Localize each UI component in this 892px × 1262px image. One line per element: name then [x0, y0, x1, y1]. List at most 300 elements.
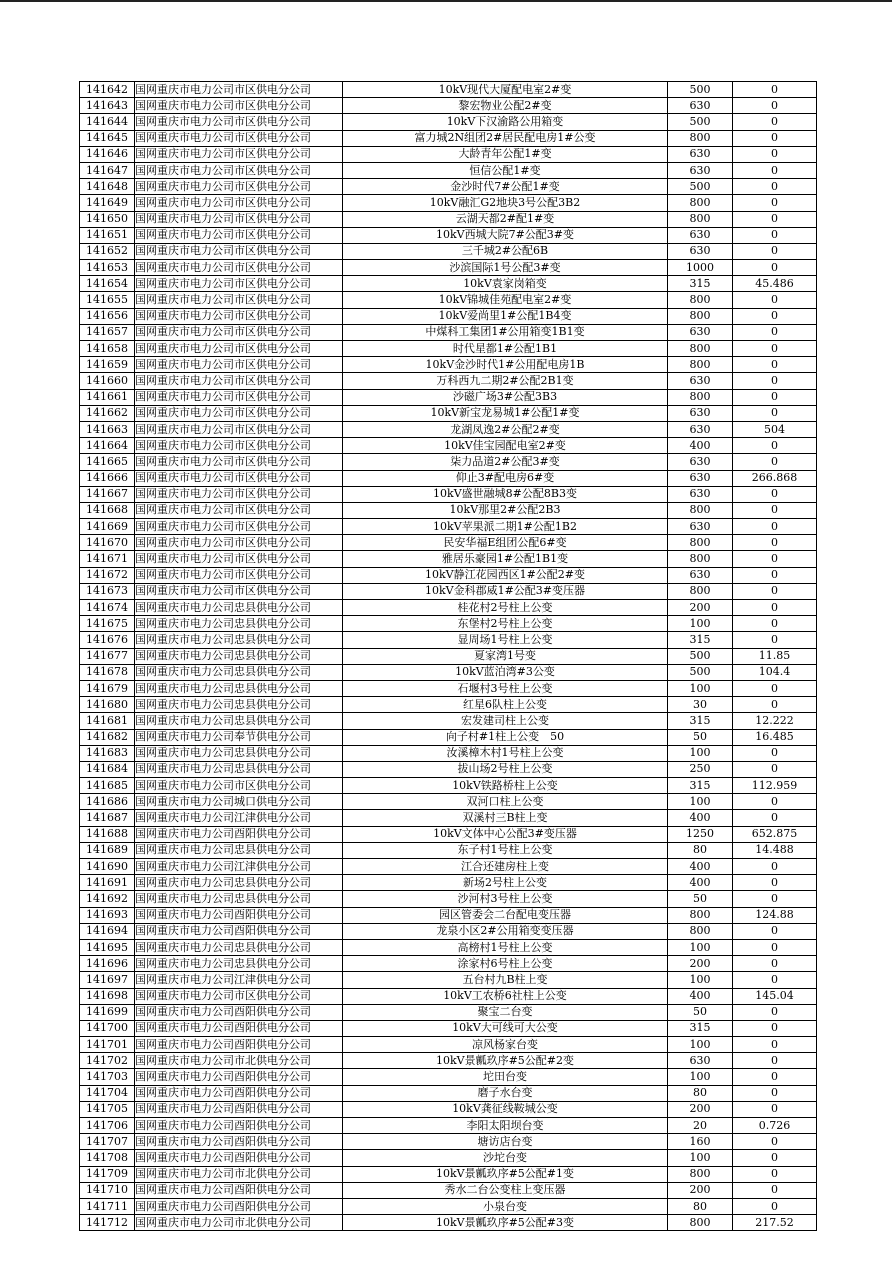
transformer-name-cell: 10kV工农桥6社柱上公变	[343, 988, 668, 1004]
capacity-cell: 100	[668, 1037, 733, 1053]
transformer-name-cell: 江合还建房柱上变	[343, 859, 668, 875]
row-id-cell: 141710	[80, 1182, 135, 1198]
row-id-cell: 141712	[80, 1215, 135, 1231]
transformer-name-cell: 沙滨国际1号公配3#变	[343, 260, 668, 276]
capacity-cell: 100	[668, 680, 733, 696]
value-cell: 12.222	[733, 713, 817, 729]
row-id-cell: 141705	[80, 1101, 135, 1117]
capacity-cell: 100	[668, 972, 733, 988]
capacity-cell: 80	[668, 842, 733, 858]
row-id-cell: 141689	[80, 842, 135, 858]
company-cell: 国网重庆市电力公司市区供电分公司	[135, 292, 343, 308]
transformer-name-cell: 10kV盛世融城8#公配8B3变	[343, 486, 668, 502]
row-id-cell: 141649	[80, 195, 135, 211]
table-row	[80, 761, 817, 777]
row-id-cell: 141696	[80, 956, 135, 972]
value-cell: 104.4	[733, 664, 817, 680]
capacity-cell: 630	[668, 486, 733, 502]
table-row	[80, 260, 817, 276]
table-row	[80, 421, 817, 437]
value-cell: 0	[733, 1182, 817, 1198]
capacity-cell: 630	[668, 146, 733, 162]
value-cell: 0	[733, 1020, 817, 1036]
value-cell: 0	[733, 632, 817, 648]
table-row	[80, 308, 817, 324]
capacity-cell: 800	[668, 1166, 733, 1182]
company-cell: 国网重庆市电力公司市区供电分公司	[135, 470, 343, 486]
transformer-name-cell: 园区管委会二台配电变压器	[343, 907, 668, 923]
transformer-table	[79, 81, 817, 1231]
row-id-cell: 141673	[80, 583, 135, 599]
capacity-cell: 200	[668, 1101, 733, 1117]
capacity-cell: 200	[668, 600, 733, 616]
capacity-cell: 630	[668, 162, 733, 178]
row-id-cell: 141693	[80, 907, 135, 923]
row-id-cell: 141687	[80, 810, 135, 826]
transformer-name-cell: 10kV佳宝园配电室2#变	[343, 438, 668, 454]
row-id-cell: 141695	[80, 939, 135, 955]
value-cell: 0	[733, 761, 817, 777]
table-row	[80, 114, 817, 130]
capacity-cell: 500	[668, 664, 733, 680]
value-cell: 0	[733, 324, 817, 340]
row-id-cell: 141658	[80, 341, 135, 357]
company-cell: 国网重庆市电力公司酉阳供电分公司	[135, 1198, 343, 1214]
row-id-cell: 141659	[80, 357, 135, 373]
value-cell: 0	[733, 956, 817, 972]
value-cell: 0	[733, 535, 817, 551]
value-cell: 0	[733, 1085, 817, 1101]
value-cell: 0	[733, 438, 817, 454]
row-id-cell: 141701	[80, 1037, 135, 1053]
table-row	[80, 1037, 817, 1053]
row-id-cell: 141654	[80, 276, 135, 292]
capacity-cell: 800	[668, 502, 733, 518]
value-cell: 0	[733, 260, 817, 276]
value-cell: 0	[733, 146, 817, 162]
row-id-cell: 141681	[80, 713, 135, 729]
company-cell: 国网重庆市电力公司市区供电分公司	[135, 324, 343, 340]
capacity-cell: 400	[668, 438, 733, 454]
company-cell: 国网重庆市电力公司市区供电分公司	[135, 179, 343, 195]
company-cell: 国网重庆市电力公司市区供电分公司	[135, 551, 343, 567]
capacity-cell: 315	[668, 632, 733, 648]
capacity-cell: 630	[668, 373, 733, 389]
capacity-cell: 630	[668, 470, 733, 486]
company-cell: 国网重庆市电力公司江津供电分公司	[135, 972, 343, 988]
company-cell: 国网重庆市电力公司市区供电分公司	[135, 519, 343, 535]
company-cell: 国网重庆市电力公司市区供电分公司	[135, 535, 343, 551]
company-cell: 国网重庆市电力公司忠县供电分公司	[135, 632, 343, 648]
capacity-cell: 630	[668, 98, 733, 114]
transformer-name-cell: 10kV龚征线鞍城公变	[343, 1101, 668, 1117]
value-cell: 11.85	[733, 648, 817, 664]
transformer-name-cell: 石堰村3号柱上公变	[343, 680, 668, 696]
company-cell: 国网重庆市电力公司市区供电分公司	[135, 373, 343, 389]
company-cell: 国网重庆市电力公司市区供电分公司	[135, 276, 343, 292]
capacity-cell: 630	[668, 567, 733, 583]
company-cell: 国网重庆市电力公司市区供电分公司	[135, 778, 343, 794]
row-id-cell: 141698	[80, 988, 135, 1004]
table-row	[80, 648, 817, 664]
transformer-name-cell: 双河口柱上公变	[343, 794, 668, 810]
table-row	[80, 664, 817, 680]
table-row	[80, 1069, 817, 1085]
capacity-cell: 800	[668, 923, 733, 939]
capacity-cell: 50	[668, 729, 733, 745]
row-id-cell: 141671	[80, 551, 135, 567]
capacity-cell: 80	[668, 1085, 733, 1101]
transformer-name-cell: 10kV景瓤玖序#5公配#1变	[343, 1166, 668, 1182]
table-row	[80, 842, 817, 858]
value-cell: 0	[733, 195, 817, 211]
company-cell: 国网重庆市电力公司奉节供电分公司	[135, 729, 343, 745]
company-cell: 国网重庆市电力公司忠县供电分公司	[135, 745, 343, 761]
company-cell: 国网重庆市电力公司市区供电分公司	[135, 583, 343, 599]
transformer-name-cell: 秀水二台公变柱上变压器	[343, 1182, 668, 1198]
company-cell: 国网重庆市电力公司市区供电分公司	[135, 162, 343, 178]
value-cell: 0	[733, 1101, 817, 1117]
table-row	[80, 1182, 817, 1198]
table-row	[80, 227, 817, 243]
value-cell: 0	[733, 227, 817, 243]
row-id-cell: 141694	[80, 923, 135, 939]
capacity-cell: 630	[668, 421, 733, 437]
value-cell: 0	[733, 486, 817, 502]
table-row	[80, 486, 817, 502]
row-id-cell: 141708	[80, 1150, 135, 1166]
table-row	[80, 907, 817, 923]
transformer-name-cell: 磨子水台变	[343, 1085, 668, 1101]
table-row	[80, 130, 817, 146]
row-id-cell: 141699	[80, 1004, 135, 1020]
capacity-cell: 400	[668, 875, 733, 891]
row-id-cell: 141642	[80, 82, 135, 98]
transformer-name-cell: 中煤科工集团1#公用箱变1B1变	[343, 324, 668, 340]
company-cell: 国网重庆市电力公司酉阳供电分公司	[135, 907, 343, 923]
transformer-name-cell: 10kV文体中心公配3#变压器	[343, 826, 668, 842]
value-cell: 0	[733, 1053, 817, 1069]
row-id-cell: 141691	[80, 875, 135, 891]
capacity-cell: 500	[668, 648, 733, 664]
company-cell: 国网重庆市电力公司忠县供电分公司	[135, 600, 343, 616]
value-cell: 0.726	[733, 1118, 817, 1134]
company-cell: 国网重庆市电力公司市区供电分公司	[135, 405, 343, 421]
company-cell: 国网重庆市电力公司忠县供电分公司	[135, 761, 343, 777]
table-row	[80, 438, 817, 454]
transformer-name-cell: 10kV金沙时代1#公用配电房1B	[343, 357, 668, 373]
transformer-name-cell: 时代星都1#公配1B1	[343, 341, 668, 357]
capacity-cell: 800	[668, 341, 733, 357]
transformer-name-cell: 10kV爱尚里1#公配1B4变	[343, 308, 668, 324]
transformer-name-cell: 涂家村6号柱上公变	[343, 956, 668, 972]
value-cell: 0	[733, 616, 817, 632]
table-row	[80, 502, 817, 518]
row-id-cell: 141697	[80, 972, 135, 988]
row-id-cell: 141677	[80, 648, 135, 664]
table-row	[80, 616, 817, 632]
company-cell: 国网重庆市电力公司忠县供电分公司	[135, 648, 343, 664]
capacity-cell: 80	[668, 1198, 733, 1214]
table-row	[80, 972, 817, 988]
table-row	[80, 82, 817, 98]
transformer-name-cell: 10kV新宝龙易城1#公配1#变	[343, 405, 668, 421]
row-id-cell: 141690	[80, 859, 135, 875]
capacity-cell: 630	[668, 243, 733, 259]
row-id-cell: 141669	[80, 519, 135, 535]
row-id-cell: 141683	[80, 745, 135, 761]
company-cell: 国网重庆市电力公司江津供电分公司	[135, 859, 343, 875]
row-id-cell: 141667	[80, 486, 135, 502]
row-id-cell: 141643	[80, 98, 135, 114]
table-row	[80, 162, 817, 178]
transformer-name-cell: 小泉台变	[343, 1198, 668, 1214]
table-row	[80, 729, 817, 745]
row-id-cell: 141686	[80, 794, 135, 810]
capacity-cell: 630	[668, 454, 733, 470]
company-cell: 国网重庆市电力公司忠县供电分公司	[135, 956, 343, 972]
transformer-name-cell: 三千城2#公配6B	[343, 243, 668, 259]
table-row	[80, 292, 817, 308]
row-id-cell: 141650	[80, 211, 135, 227]
value-cell: 0	[733, 211, 817, 227]
transformer-name-cell: 10kV大可线可大公变	[343, 1020, 668, 1036]
capacity-cell: 315	[668, 276, 733, 292]
company-cell: 国网重庆市电力公司酉阳供电分公司	[135, 1085, 343, 1101]
company-cell: 国网重庆市电力公司酉阳供电分公司	[135, 1182, 343, 1198]
company-cell: 国网重庆市电力公司江津供电分公司	[135, 810, 343, 826]
transformer-name-cell: 双溪村三B柱上变	[343, 810, 668, 826]
company-cell: 国网重庆市电力公司忠县供电分公司	[135, 680, 343, 696]
transformer-name-cell: 桂花村2号柱上公变	[343, 600, 668, 616]
table-row	[80, 583, 817, 599]
company-cell: 国网重庆市电力公司酉阳供电分公司	[135, 1118, 343, 1134]
table-row	[80, 243, 817, 259]
row-id-cell: 141656	[80, 308, 135, 324]
row-id-cell: 141679	[80, 680, 135, 696]
company-cell: 国网重庆市电力公司酉阳供电分公司	[135, 923, 343, 939]
company-cell: 国网重庆市电力公司酉阳供电分公司	[135, 1150, 343, 1166]
table-row	[80, 389, 817, 405]
value-cell: 0	[733, 972, 817, 988]
row-id-cell: 141663	[80, 421, 135, 437]
table-row	[80, 211, 817, 227]
company-cell: 国网重庆市电力公司忠县供电分公司	[135, 842, 343, 858]
company-cell: 国网重庆市电力公司忠县供电分公司	[135, 664, 343, 680]
table-row	[80, 470, 817, 486]
value-cell: 0	[733, 1069, 817, 1085]
value-cell: 0	[733, 891, 817, 907]
transformer-name-cell: 云湖天都2#配1#变	[343, 211, 668, 227]
table-row	[80, 778, 817, 794]
company-cell: 国网重庆市电力公司市区供电分公司	[135, 341, 343, 357]
value-cell: 0	[733, 373, 817, 389]
row-id-cell: 141647	[80, 162, 135, 178]
row-id-cell: 141678	[80, 664, 135, 680]
row-id-cell: 141702	[80, 1053, 135, 1069]
table-row	[80, 794, 817, 810]
transformer-name-cell: 显周场1号柱上公变	[343, 632, 668, 648]
capacity-cell: 800	[668, 211, 733, 227]
transformer-name-cell: 10kV融汇G2地块3号公配3B2	[343, 195, 668, 211]
value-cell: 0	[733, 600, 817, 616]
capacity-cell: 315	[668, 778, 733, 794]
table-row	[80, 988, 817, 1004]
company-cell: 国网重庆市电力公司市区供电分公司	[135, 421, 343, 437]
capacity-cell: 160	[668, 1134, 733, 1150]
table-row	[80, 519, 817, 535]
transformer-name-cell: 10kV苹果派二期1#公配1B2	[343, 519, 668, 535]
value-cell: 16.485	[733, 729, 817, 745]
table-body	[80, 82, 817, 1231]
table-row	[80, 535, 817, 551]
capacity-cell: 50	[668, 1004, 733, 1020]
transformer-name-cell: 新场2号柱上公变	[343, 875, 668, 891]
value-cell: 0	[733, 551, 817, 567]
capacity-cell: 630	[668, 405, 733, 421]
table-row	[80, 1053, 817, 1069]
company-cell: 国网重庆市电力公司酉阳供电分公司	[135, 1004, 343, 1020]
table-row	[80, 1085, 817, 1101]
company-cell: 国网重庆市电力公司市区供电分公司	[135, 486, 343, 502]
company-cell: 国网重庆市电力公司市区供电分公司	[135, 988, 343, 1004]
capacity-cell: 800	[668, 357, 733, 373]
company-cell: 国网重庆市电力公司酉阳供电分公司	[135, 1037, 343, 1053]
transformer-name-cell: 东子村1号柱上公变	[343, 842, 668, 858]
company-cell: 国网重庆市电力公司市区供电分公司	[135, 227, 343, 243]
capacity-cell: 630	[668, 324, 733, 340]
transformer-name-cell: 东堡村2号柱上公变	[343, 616, 668, 632]
value-cell: 0	[733, 567, 817, 583]
capacity-cell: 200	[668, 1182, 733, 1198]
value-cell: 0	[733, 810, 817, 826]
row-id-cell: 141653	[80, 260, 135, 276]
transformer-name-cell: 富力城2N组团2#居民配电房1#公变	[343, 130, 668, 146]
capacity-cell: 800	[668, 1215, 733, 1231]
transformer-name-cell: 10kV蓝泊湾#3公变	[343, 664, 668, 680]
transformer-name-cell: 10kV锦城佳苑配电室2#变	[343, 292, 668, 308]
capacity-cell: 800	[668, 130, 733, 146]
value-cell: 14.488	[733, 842, 817, 858]
capacity-cell: 100	[668, 745, 733, 761]
row-id-cell: 141684	[80, 761, 135, 777]
table-row	[80, 1004, 817, 1020]
transformer-name-cell: 夏家湾1号变	[343, 648, 668, 664]
transformer-name-cell: 柒力品道2#公配3#变	[343, 454, 668, 470]
transformer-name-cell: 红星6队柱上公变	[343, 697, 668, 713]
company-cell: 国网重庆市电力公司市北供电分公司	[135, 1215, 343, 1231]
transformer-name-cell: 汝溪樟木村1号柱上公变	[343, 745, 668, 761]
transformer-name-cell: 五台村九B柱上变	[343, 972, 668, 988]
value-cell: 0	[733, 179, 817, 195]
company-cell: 国网重庆市电力公司忠县供电分公司	[135, 939, 343, 955]
capacity-cell: 500	[668, 82, 733, 98]
row-id-cell: 141692	[80, 891, 135, 907]
transformer-name-cell: 坨田台变	[343, 1069, 668, 1085]
transformer-name-cell: 10kV那里2#公配2B3	[343, 502, 668, 518]
table-row	[80, 1150, 817, 1166]
company-cell: 国网重庆市电力公司市区供电分公司	[135, 260, 343, 276]
table-row	[80, 1118, 817, 1134]
transformer-name-cell: 龙泉小区2#公用箱变变压器	[343, 923, 668, 939]
table-row	[80, 98, 817, 114]
transformer-name-cell: 10kV静江花园西区1#公配2#变	[343, 567, 668, 583]
company-cell: 国网重庆市电力公司市区供电分公司	[135, 502, 343, 518]
company-cell: 国网重庆市电力公司市区供电分公司	[135, 454, 343, 470]
value-cell: 0	[733, 875, 817, 891]
row-id-cell: 141675	[80, 616, 135, 632]
capacity-cell: 100	[668, 939, 733, 955]
value-cell: 0	[733, 98, 817, 114]
value-cell: 45.486	[733, 276, 817, 292]
value-cell: 124.88	[733, 907, 817, 923]
capacity-cell: 500	[668, 179, 733, 195]
transformer-name-cell: 高榜村1号柱上公变	[343, 939, 668, 955]
value-cell: 0	[733, 357, 817, 373]
row-id-cell: 141652	[80, 243, 135, 259]
capacity-cell: 315	[668, 1020, 733, 1036]
value-cell: 0	[733, 697, 817, 713]
row-id-cell: 141703	[80, 1069, 135, 1085]
transformer-name-cell: 民安华福E组团公配6#变	[343, 535, 668, 551]
value-cell: 0	[733, 405, 817, 421]
row-id-cell: 141668	[80, 502, 135, 518]
company-cell: 国网重庆市电力公司城口供电分公司	[135, 794, 343, 810]
value-cell: 0	[733, 502, 817, 518]
row-id-cell: 141655	[80, 292, 135, 308]
transformer-name-cell: 聚宝二台变	[343, 1004, 668, 1020]
table-row	[80, 826, 817, 842]
row-id-cell: 141670	[80, 535, 135, 551]
value-cell: 0	[733, 1134, 817, 1150]
transformer-name-cell: 向子村#1柱上公变 50	[343, 729, 668, 745]
capacity-cell: 800	[668, 308, 733, 324]
capacity-cell: 100	[668, 794, 733, 810]
company-cell: 国网重庆市电力公司忠县供电分公司	[135, 616, 343, 632]
row-id-cell: 141682	[80, 729, 135, 745]
capacity-cell: 30	[668, 697, 733, 713]
table-row	[80, 956, 817, 972]
company-cell: 国网重庆市电力公司市区供电分公司	[135, 357, 343, 373]
value-cell: 0	[733, 308, 817, 324]
value-cell: 0	[733, 292, 817, 308]
row-id-cell: 141648	[80, 179, 135, 195]
capacity-cell: 800	[668, 292, 733, 308]
value-cell: 0	[733, 1166, 817, 1182]
table-row	[80, 923, 817, 939]
capacity-cell: 800	[668, 551, 733, 567]
row-id-cell: 141704	[80, 1085, 135, 1101]
transformer-name-cell: 恒信公配1#变	[343, 162, 668, 178]
value-cell: 0	[733, 130, 817, 146]
capacity-cell: 800	[668, 195, 733, 211]
value-cell: 0	[733, 162, 817, 178]
capacity-cell: 800	[668, 907, 733, 923]
row-id-cell: 141661	[80, 389, 135, 405]
value-cell: 0	[733, 745, 817, 761]
company-cell: 国网重庆市电力公司酉阳供电分公司	[135, 1134, 343, 1150]
capacity-cell: 250	[668, 761, 733, 777]
value-cell: 0	[733, 82, 817, 98]
table-row	[80, 341, 817, 357]
table-row	[80, 713, 817, 729]
transformer-name-cell: 雅居乐豪园1#公配1B1变	[343, 551, 668, 567]
table-row	[80, 1166, 817, 1182]
table-row	[80, 567, 817, 583]
table-row	[80, 1215, 817, 1231]
table-row	[80, 179, 817, 195]
value-cell: 652.875	[733, 826, 817, 842]
